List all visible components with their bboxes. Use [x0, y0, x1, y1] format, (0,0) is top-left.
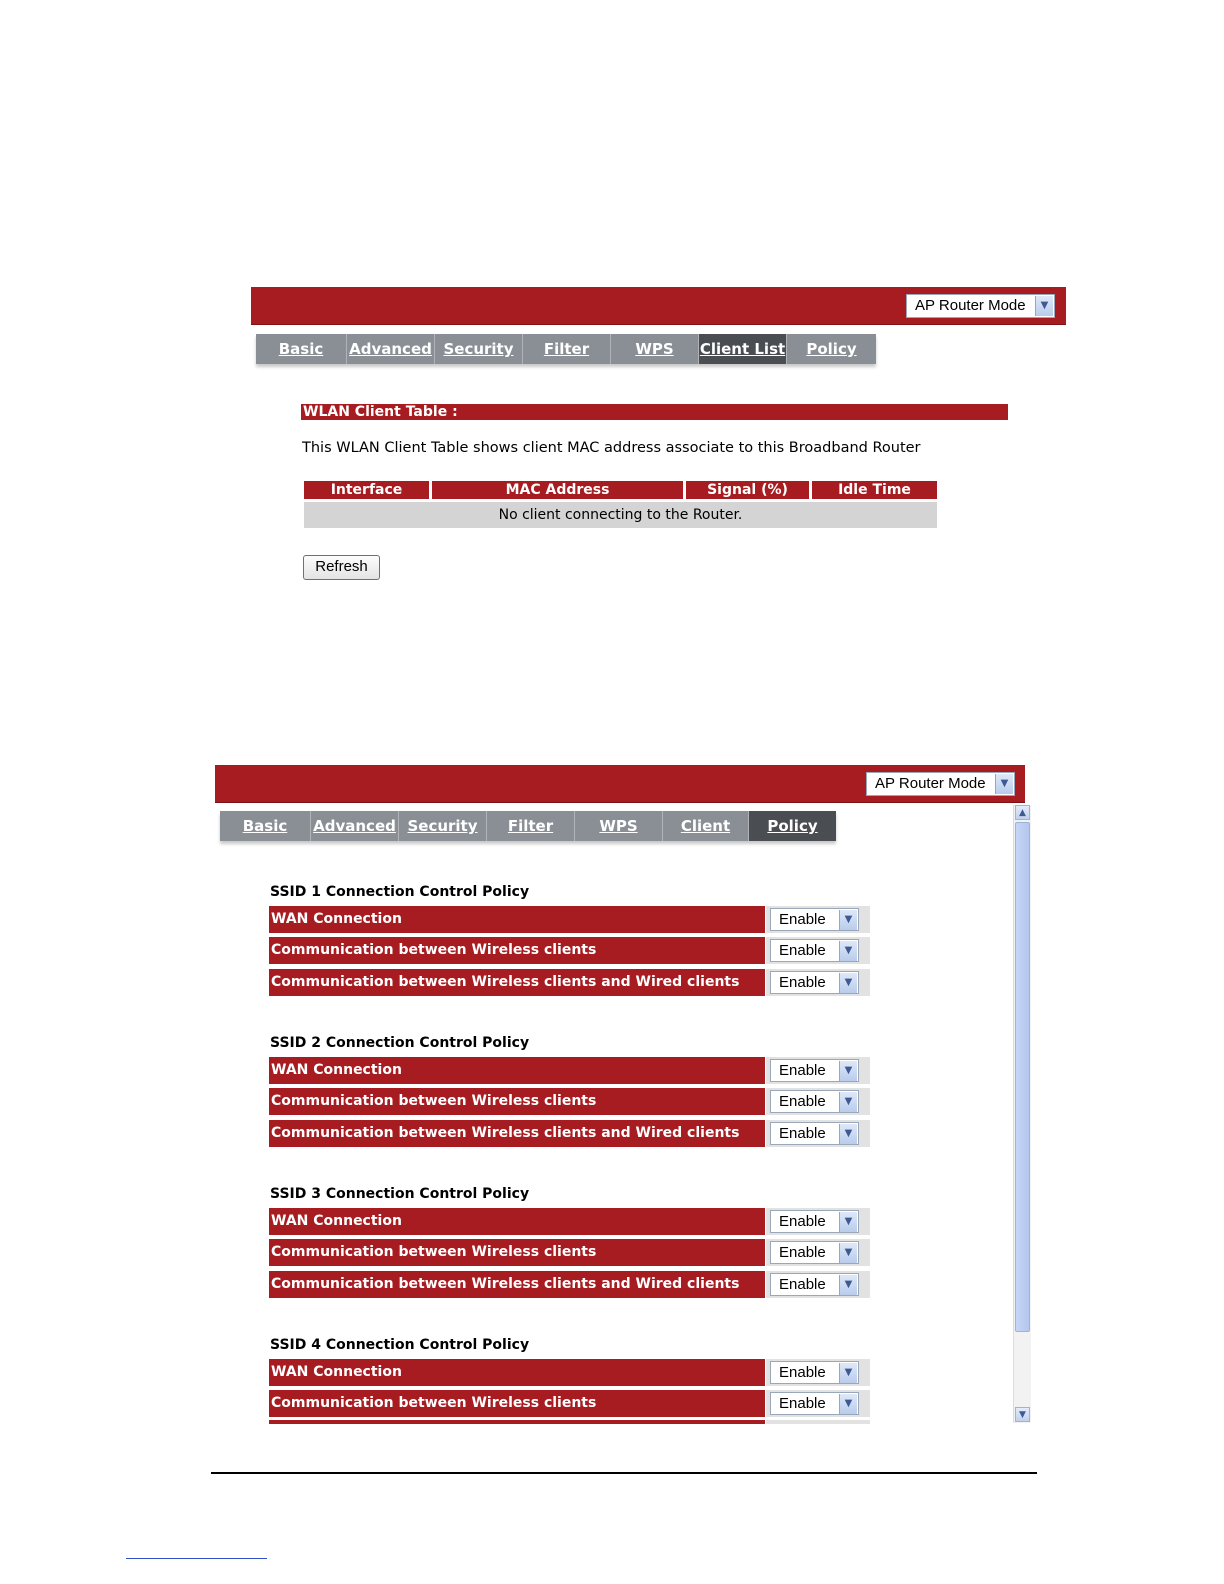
footnote-rule	[126, 1558, 267, 1559]
tab-advanced[interactable]: Advanced	[346, 334, 434, 364]
tab-policy[interactable]: Policy	[786, 334, 876, 364]
footer-rule	[211, 1472, 1037, 1474]
policy-select-value: Enable	[779, 1276, 826, 1293]
description-text: This WLAN Client Table shows client MAC address associate to this Broadband Router	[302, 440, 921, 456]
tab-bar	[256, 334, 876, 364]
chevron-down-icon: ▼	[1035, 296, 1053, 316]
policy-select-value: Enable	[779, 974, 826, 991]
policy-select[interactable]	[770, 1122, 859, 1145]
tab-policy[interactable]: Policy	[748, 811, 836, 841]
partial-policy-row	[269, 1420, 765, 1424]
policy-select-cell	[766, 906, 870, 933]
policy-select[interactable]	[770, 1241, 859, 1264]
table-empty-message: No client connecting to the Router.	[304, 502, 937, 528]
scrollbar-thumb[interactable]	[1015, 822, 1030, 1332]
policy-select[interactable]	[770, 1059, 859, 1082]
policy-select-cell	[766, 1390, 870, 1417]
policy-select[interactable]	[770, 1361, 859, 1384]
policy-select-value: Enable	[779, 1395, 826, 1412]
tab-filter[interactable]: Filter	[486, 811, 574, 841]
policy-select-cell	[766, 1057, 870, 1084]
tab-client-list[interactable]: Client List	[698, 334, 786, 364]
refresh-button[interactable]: Refresh	[303, 555, 380, 580]
tab-advanced[interactable]: Advanced	[310, 811, 398, 841]
tab-security[interactable]: Security	[434, 334, 522, 364]
policy-row-label: Communication between Wireless clients and Wired clients	[269, 1120, 765, 1147]
policy-select[interactable]	[770, 908, 859, 931]
tab-client-list[interactable]: Client List	[662, 811, 748, 841]
policy-select-value: Enable	[779, 1364, 826, 1381]
chevron-down-icon: ▼	[839, 1394, 857, 1414]
policy-select[interactable]	[770, 1392, 859, 1415]
policy-select-cell	[766, 1359, 870, 1386]
policy-select[interactable]	[770, 939, 859, 962]
policy-select-cell	[766, 1208, 870, 1235]
policy-select-cell	[766, 1271, 870, 1298]
chevron-down-icon: ▼	[839, 1243, 857, 1263]
policy-select-cell	[766, 969, 870, 996]
policy-row-label: Communication between Wireless clients	[269, 1088, 765, 1115]
tab-filter[interactable]: Filter	[522, 334, 610, 364]
chevron-down-icon: ▼	[839, 1124, 857, 1144]
client-table	[304, 481, 937, 529]
policy-select-value: Enable	[779, 942, 826, 959]
policy-title-ssid4: SSID 4 Connection Control Policy	[270, 1337, 530, 1353]
policy-row-label: WAN Connection	[269, 906, 765, 933]
policy-row-label: Communication between Wireless clients	[269, 1390, 765, 1417]
policy-row-label: WAN Connection	[269, 1057, 765, 1084]
vertical-scrollbar[interactable]	[1013, 805, 1031, 1423]
table-header-signal: Signal (%)	[686, 481, 809, 499]
partial-policy-select	[766, 1420, 870, 1424]
mode-select[interactable]	[906, 294, 1055, 318]
policy-select-value: Enable	[779, 1062, 826, 1079]
policy-row-label: WAN Connection	[269, 1359, 765, 1386]
policy-select-cell	[766, 1120, 870, 1147]
chevron-down-icon: ▼	[995, 774, 1013, 794]
chevron-down-icon: ▼	[839, 1275, 857, 1295]
table-header-mac-address: MAC Address	[432, 481, 683, 499]
policy-select-value: Enable	[779, 1093, 826, 1110]
mode-select-2[interactable]	[866, 772, 1015, 796]
policy-row-label: Communication between Wireless clients and Wired clients	[269, 969, 765, 996]
section-title: WLAN Client Table :	[301, 404, 1008, 420]
chevron-down-icon: ▼	[839, 973, 857, 993]
policy-select-cell	[766, 1239, 870, 1266]
chevron-down-icon: ▼	[839, 1363, 857, 1383]
policy-select-value: Enable	[779, 1125, 826, 1142]
policy-title-ssid3: SSID 3 Connection Control Policy	[270, 1186, 530, 1202]
policy-select[interactable]	[770, 1090, 859, 1113]
scroll-down-icon[interactable]: ▼	[1015, 1407, 1030, 1422]
chevron-down-icon: ▼	[839, 1092, 857, 1112]
policy-select-value: Enable	[779, 1213, 826, 1230]
scroll-up-icon[interactable]: ▲	[1015, 805, 1030, 820]
tab-basic[interactable]: Basic	[278, 340, 324, 358]
chevron-down-icon: ▼	[839, 1212, 857, 1232]
policy-title-ssid1: SSID 1 Connection Control Policy	[270, 884, 530, 900]
tab-wps[interactable]: WPS	[610, 334, 698, 364]
table-header-idle-time: Idle Time	[812, 481, 937, 499]
policy-row-label: WAN Connection	[269, 1208, 765, 1235]
tab-bar-2	[220, 811, 836, 865]
table-header-interface: Interface	[304, 481, 429, 499]
policy-select[interactable]	[770, 971, 859, 994]
tab-security[interactable]: Security	[398, 811, 486, 841]
policy-select-value: Enable	[779, 911, 826, 928]
mode-select-value: AP Router Mode	[915, 297, 1026, 314]
policy-select-cell	[766, 1088, 870, 1115]
policy-row-label: Communication between Wireless clients and Wired clients	[269, 1271, 765, 1298]
chevron-down-icon: ▼	[839, 1061, 857, 1081]
policy-select-value: Enable	[779, 1244, 826, 1261]
mode-select-value-2: AP Router Mode	[875, 775, 986, 792]
tab-basic[interactable]: Basic	[242, 817, 288, 835]
chevron-down-icon: ▼	[839, 910, 857, 930]
policy-title-ssid2: SSID 2 Connection Control Policy	[270, 1035, 530, 1051]
policy-select[interactable]	[770, 1273, 859, 1296]
policy-select-cell	[766, 937, 870, 964]
policy-row-label: Communication between Wireless clients	[269, 1239, 765, 1266]
chevron-down-icon: ▼	[839, 941, 857, 961]
tab-wps[interactable]: WPS	[574, 811, 662, 841]
policy-select[interactable]	[770, 1210, 859, 1233]
policy-row-label: Communication between Wireless clients	[269, 937, 765, 964]
